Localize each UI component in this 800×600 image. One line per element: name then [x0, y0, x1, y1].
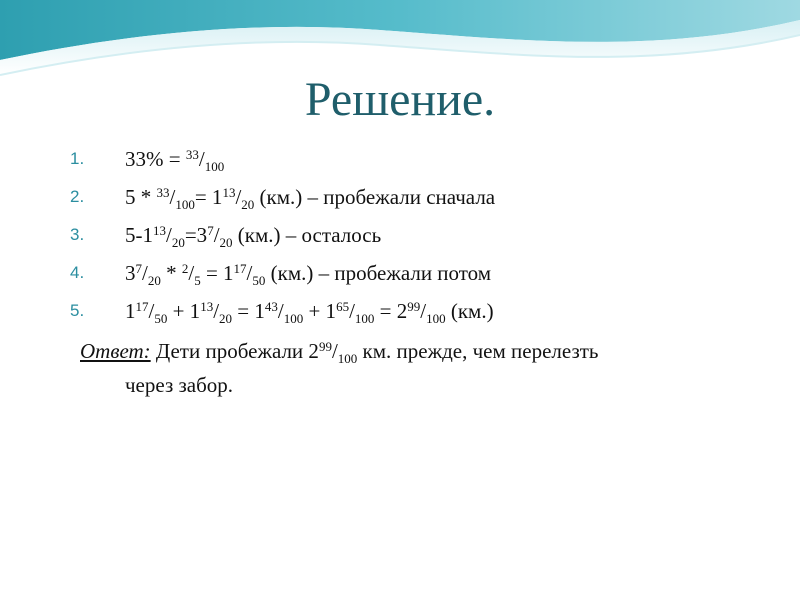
- step-number: 3.: [70, 225, 85, 244]
- step-number: 5.: [70, 301, 85, 320]
- answer-block: [80, 334, 760, 402]
- answer-line-continuation: через забор.: [125, 373, 234, 397]
- step-item: 4. $3^7/_{20} * ^2/_5 = 1^{17}/_{50}$ (км.) – пробежали потом: [70, 254, 770, 292]
- step-number: 4.: [70, 263, 85, 282]
- step-item: 1. $33\% = ^{33}/_{100}$: [70, 140, 770, 178]
- solution-steps: [70, 140, 770, 330]
- step-number: 2.: [70, 187, 85, 206]
- step-number: 1.: [70, 149, 85, 168]
- step-item: 5. $1^{17}/_{50} + 1^{13}/_{20} = 1^{43}/_{100} + 1^{65}/_{100} = 2^{99}/_{100}$ (км.): [70, 292, 770, 330]
- answer-label: Ответ:: [80, 339, 151, 363]
- slide-title: Решение.: [304, 73, 496, 126]
- step-item: 3. $5-1^{13}/_{20}=3^7/_{20}$ (км.) – осталось: [70, 216, 770, 254]
- answer-line: Ответ: Дети пробежали $2^{99}/_{100}$ км. прежде, чем перелезть: [80, 339, 599, 366]
- step-item: 2. $5 * ^{33}/_{100}= 1^{13}/_{20}$ (км.) – пробежали сначала: [70, 178, 770, 216]
